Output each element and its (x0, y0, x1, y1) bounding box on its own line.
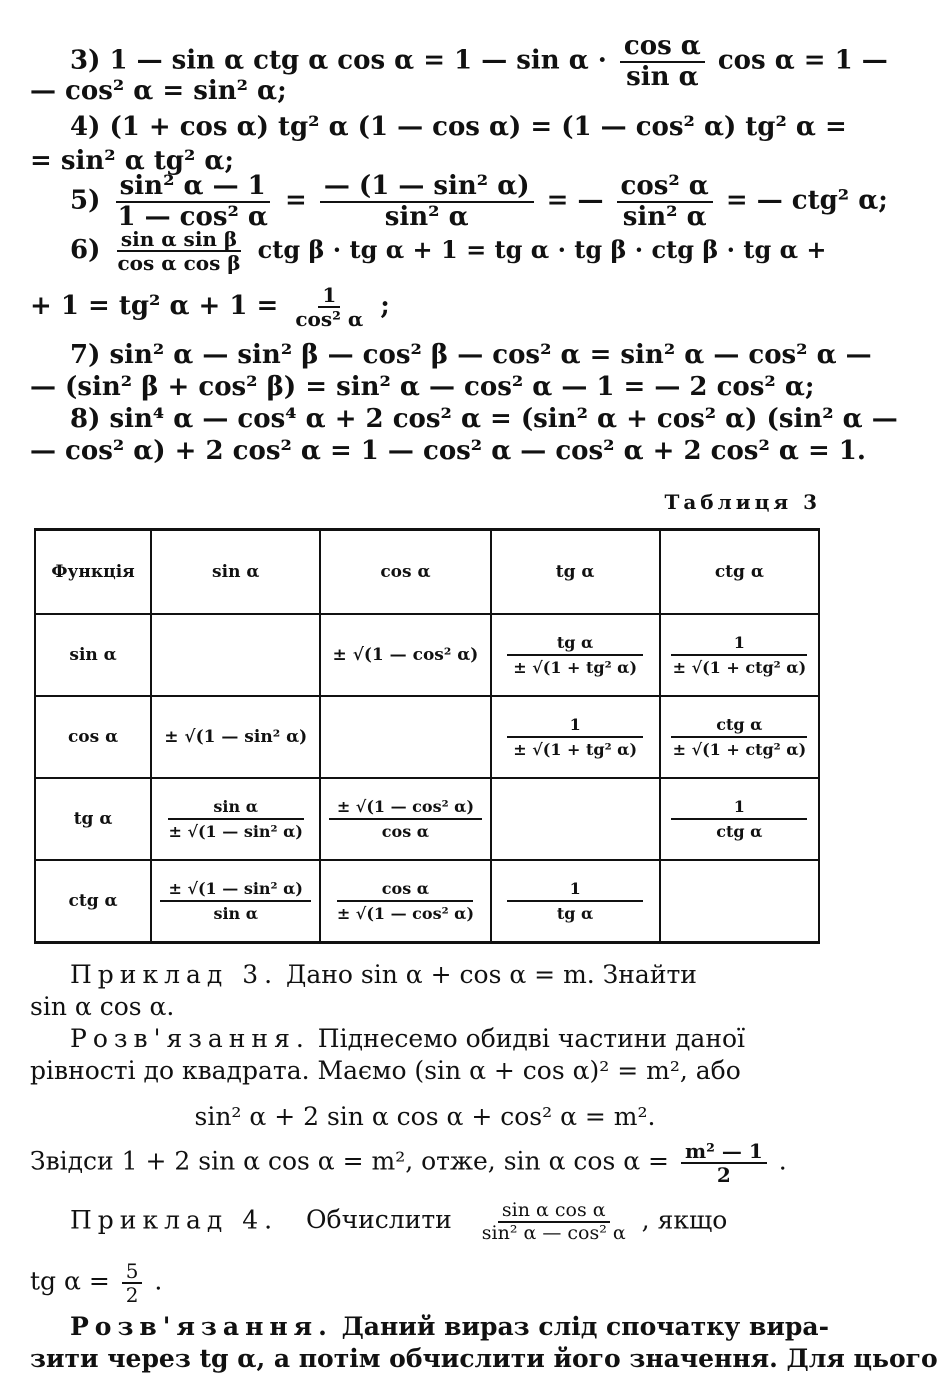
centered-equation: sin² α + 2 sin α cos α + cos² α = m². (194, 1102, 656, 1131)
example-label: Приклад 4. (70, 1205, 279, 1235)
formula-5 (70, 171, 888, 232)
fraction-numerator: 1 (671, 633, 807, 656)
example-3-line-2: sin α cos α. (30, 992, 175, 1021)
formula-text: ctg β · tg α + 1 = tg α · tg β · ctg β · tg α + (257, 235, 827, 264)
equals-sign: = (284, 185, 307, 216)
table-cell-empty (491, 778, 660, 860)
cell-fraction (505, 715, 645, 759)
cell-fraction (329, 879, 482, 923)
equation-text: Звідси 1 + 2 sin α cos α = m², отже, sin α cos α = (30, 1146, 670, 1176)
table-row-label: ctg α (35, 860, 151, 943)
cell-fraction (329, 797, 482, 841)
table-row (35, 860, 819, 943)
example-4-line-1 (70, 1200, 830, 1244)
table-cell (491, 860, 660, 943)
table-header-cell: sin α (151, 530, 320, 615)
fraction-numerator: sin α cos α (498, 1200, 610, 1223)
fraction-denominator: ctg α (716, 822, 763, 841)
table-cell: ± √(1 — sin² α) (151, 696, 320, 778)
fraction-numerator: cos² α (617, 172, 713, 203)
fraction-numerator: ± √(1 — cos² α) (329, 797, 482, 820)
table-cell (660, 778, 819, 860)
fraction-denominator: sin α (213, 904, 259, 923)
formula-text: ; (380, 291, 390, 321)
fraction (113, 172, 271, 231)
formula-8-line-1: 8) sin⁴ α — cos⁴ α + 2 cos² α = (sin² α + cos² α) (sin² α — (70, 404, 898, 434)
fraction-numerator: cos α (620, 32, 705, 63)
fraction-denominator: ± √(1 + ctg² α) (672, 740, 807, 759)
table-header-row (35, 530, 819, 615)
table-cell (491, 614, 660, 696)
solution-2-line-2: зити через tg α, а потім обчислити його значення. Для цього (30, 1344, 938, 1373)
fraction-numerator: tg α (507, 633, 643, 656)
fraction-denominator: ± √(1 — cos² α) (336, 904, 475, 923)
fraction-numerator: sin α sin β (117, 228, 241, 252)
formula-4-line-2: = sin² α tg² α; (30, 146, 234, 176)
fraction-denominator: cos α cos β (117, 251, 241, 275)
fraction (681, 1140, 767, 1186)
fraction-denominator: tg α (556, 904, 594, 923)
table-cell-empty (320, 696, 490, 778)
solution-text: Даний вираз слід спочатку вира- (341, 1312, 829, 1341)
fraction-denominator: 2 (125, 1283, 139, 1307)
fraction-denominator: sin² α (622, 201, 707, 232)
formula-number: 6) (70, 235, 101, 265)
table-row (35, 614, 819, 696)
example-text: Дано sin α + cos α = m. Знайти (286, 960, 697, 989)
solution-1-line-2: рівності до квадрата. Маємо (sin α + cos α)² = m², або (30, 1056, 741, 1085)
example-label: Приклад 3. (70, 960, 279, 989)
table-cell-empty (660, 860, 819, 943)
fraction-denominator: cos² α (295, 307, 364, 331)
fraction-denominator: ± √(1 + tg² α) (513, 658, 638, 677)
fraction-numerator: ctg α (671, 715, 807, 738)
fraction-numerator: sin² α — 1 (116, 172, 270, 203)
table-row-label: cos α (35, 696, 151, 778)
cell-fraction (665, 633, 815, 677)
example-3-line-1 (70, 958, 830, 992)
table-row-label: tg α (35, 778, 151, 860)
cell-fraction (665, 715, 815, 759)
fraction-denominator: sin² α — cos² α (481, 1221, 626, 1244)
fraction-numerator: 1 (507, 879, 643, 902)
fraction-numerator: 5 (122, 1260, 143, 1284)
fraction-numerator: — (1 — sin² α) (320, 172, 534, 203)
cell-fraction (507, 879, 643, 923)
table-cell (660, 696, 819, 778)
table-header-cell: tg α (491, 530, 660, 615)
table-cell (151, 778, 320, 860)
table-cell (491, 696, 660, 778)
fraction-denominator: ± √(1 — sin² α) (168, 822, 303, 841)
equation-text: . (778, 1146, 787, 1176)
solution-text: Піднесемо обидві частини даної (317, 1024, 746, 1053)
formula-4-line-1: 4) (1 + cos α) tg² α (1 — cos α) = (1 — cos² α) tg² α = (70, 112, 847, 142)
formula-text: + 1 = tg² α + 1 = (30, 291, 279, 321)
example-text: , якщо (641, 1205, 728, 1235)
fraction-denominator: ± √(1 + tg² α) (513, 740, 638, 759)
fraction-numerator: 1 (318, 284, 340, 308)
fraction-numerator: cos α (337, 879, 473, 902)
fraction-denominator: cos α (381, 822, 430, 841)
fraction (113, 228, 244, 274)
formula-6-line-1 (70, 228, 860, 274)
formula-text: 3) 1 — sin α ctg α cos α = 1 — sin α · (70, 45, 607, 76)
fraction (122, 1260, 143, 1306)
solution-1-line-1 (70, 1022, 830, 1056)
cell-fraction (160, 879, 311, 923)
equals-minus-sign: = — (546, 185, 604, 216)
fraction-numerator: 1 (507, 715, 643, 738)
cell-fraction (671, 797, 807, 841)
trig-table (34, 528, 820, 944)
fraction (291, 284, 367, 330)
cell-fraction (505, 633, 645, 677)
formula-8-line-2: — cos² α) + 2 cos² α = 1 — cos² α — cos² α + 2 cos² α = 1. (30, 436, 866, 466)
example-text: Обчислити (306, 1205, 452, 1235)
table-cell (320, 778, 490, 860)
table-header-cell: cos α (320, 530, 490, 615)
solution-2-line-1 (70, 1310, 830, 1344)
formula-7-line-2: — (sin² β + cos² β) = sin² α — cos² α — 1 = — 2 cos² α; (30, 372, 815, 402)
example-text: tg α = (30, 1266, 110, 1296)
fraction-numerator: sin α (168, 797, 304, 820)
solution-label: Розв'язання. (70, 1312, 333, 1341)
table-cell (320, 860, 490, 943)
formula-text: cos α = 1 — (717, 45, 888, 76)
table-row (35, 778, 819, 860)
fraction-denominator: 1 — cos² α (117, 201, 268, 232)
example-4-line-2 (30, 1260, 820, 1306)
table-cell (151, 860, 320, 943)
fraction-numerator: m² — 1 (681, 1140, 767, 1164)
fraction (320, 172, 534, 231)
table-header-cell: ctg α (660, 530, 819, 615)
fraction-numerator: ± √(1 — sin² α) (160, 879, 311, 902)
cell-fraction (160, 797, 311, 841)
fraction-denominator: 2 (716, 1163, 731, 1187)
table-title: Таблиця 3 (664, 490, 821, 514)
table-row-label: sin α (35, 614, 151, 696)
formula-3-line-2: — cos² α = sin² α; (30, 76, 287, 106)
equation-line (30, 1140, 820, 1186)
fraction (478, 1200, 630, 1244)
table-header-cell: Функція (35, 530, 151, 615)
formula-number: 5) (70, 185, 101, 216)
fraction-denominator: sin² α (384, 201, 469, 232)
table-row (35, 696, 819, 778)
formula-7-line-1: 7) sin² α — sin² β — cos² β — cos² α = sin² α — cos² α — (70, 340, 872, 370)
solution-label: Розв'язання. (70, 1024, 310, 1053)
example-text: . (154, 1266, 163, 1296)
formula-6-line-2 (30, 284, 820, 330)
table-cell (660, 614, 819, 696)
fraction-numerator: 1 (671, 797, 807, 820)
fraction-denominator: sin α (626, 61, 699, 92)
formula-text: = — ctg² α; (725, 185, 888, 216)
table-cell-empty (151, 614, 320, 696)
table-cell: ± √(1 — cos² α) (320, 614, 490, 696)
fraction (617, 172, 713, 231)
fraction-denominator: ± √(1 + ctg² α) (672, 658, 807, 677)
